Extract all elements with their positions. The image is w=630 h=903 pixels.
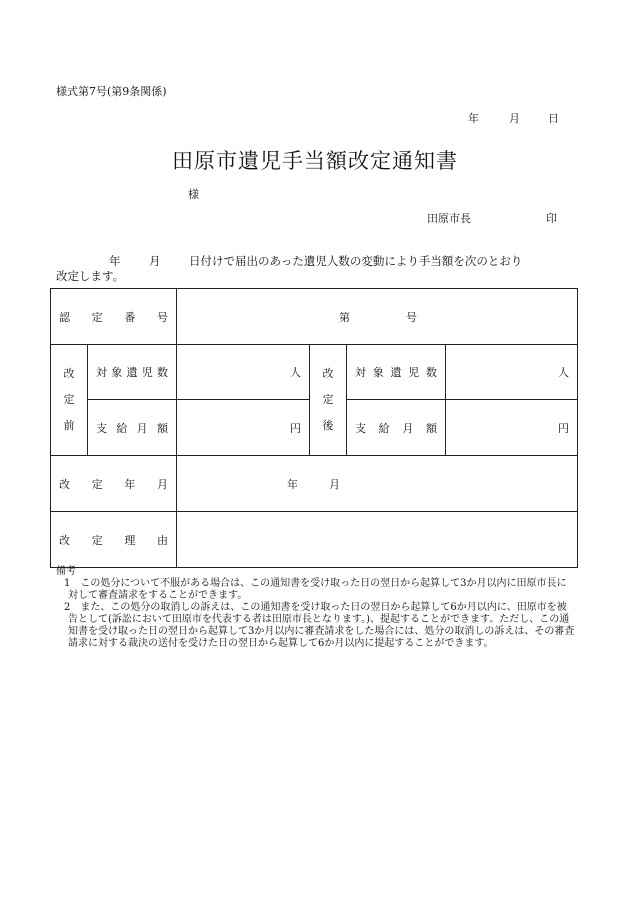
revision-ym-row <box>51 456 578 512</box>
after-amount-value[interactable]: 円 <box>446 400 578 456</box>
date-year: 年 <box>468 112 479 125</box>
addressee-suffix: 様 <box>188 188 199 201</box>
seal-mark: 印 <box>546 212 557 225</box>
cert-number-dai: 第 <box>339 310 350 324</box>
notes-heading: 備考 <box>56 566 76 577</box>
form-number: 様式第7号(第9条関係) <box>56 85 167 98</box>
children-row <box>51 345 578 400</box>
notes-item-2: 2 また、この処分の取消しの訴えは、この通知書を受け取った日の翌日から起算して6か月以内に、田原市を被告として(訴訟において田原市を代表する者は田原市長となります。)、提起することができます。ただし、この通知書を受け取った日の翌日から起算して3か月以内に審査請求をした場合には、処分の取消しの訴えは、その審査請求に対する裁決の送付を受けた日の翌日から起算して6か月以内に提起することができます。 <box>64 602 575 649</box>
date-month: 月 <box>509 112 520 125</box>
body-year: 年 <box>109 254 121 268</box>
reason-value[interactable] <box>177 512 578 568</box>
body-month: 月 <box>149 254 161 268</box>
after-children-value[interactable]: 人 <box>446 345 578 400</box>
revision-ym-label: 改定年月 <box>51 456 177 512</box>
body-line-1 <box>56 254 576 269</box>
after-label: 改 定 後 <box>310 345 347 456</box>
body-text-line1: 日付けで届出のあった遺児人数の変動により手当額を次のとおり <box>189 254 523 268</box>
reason-label: 改定理由 <box>51 512 177 568</box>
before-label: 改 定 前 <box>51 345 88 456</box>
before-amount-value[interactable]: 円 <box>177 400 310 456</box>
after-children-label: 対象遺児数 <box>347 345 446 400</box>
notes-item-1: 1 この処分について不服がある場合は、この通知書を受け取った日の翌日から起算して3か月以内に田原市長に対して審査請求をすることができます。 <box>64 578 567 601</box>
issuer-name: 田原市長 <box>427 212 471 225</box>
date-day: 日 <box>548 112 559 125</box>
before-children-label: 対象遺児数 <box>88 345 177 400</box>
after-amount-label: 支給月額 <box>347 400 446 456</box>
revision-ym-value[interactable] <box>177 456 578 512</box>
revision-year: 年 <box>287 477 298 491</box>
reason-row <box>51 512 578 568</box>
body-text <box>56 254 576 284</box>
cert-number-value[interactable] <box>177 289 578 345</box>
notes <box>56 566 576 650</box>
document-title: 田原市遺児手当額改定通知書 <box>172 149 458 173</box>
before-children-value[interactable]: 人 <box>177 345 310 400</box>
revision-month: 月 <box>329 477 340 491</box>
cert-number-row <box>51 289 578 345</box>
cert-number-label: 認定番号 <box>51 289 177 345</box>
body-text-line2: 改定します。 <box>56 269 125 283</box>
revision-table <box>50 288 578 568</box>
cert-number-go: 号 <box>406 310 417 324</box>
before-amount-label: 支給月額 <box>88 400 177 456</box>
